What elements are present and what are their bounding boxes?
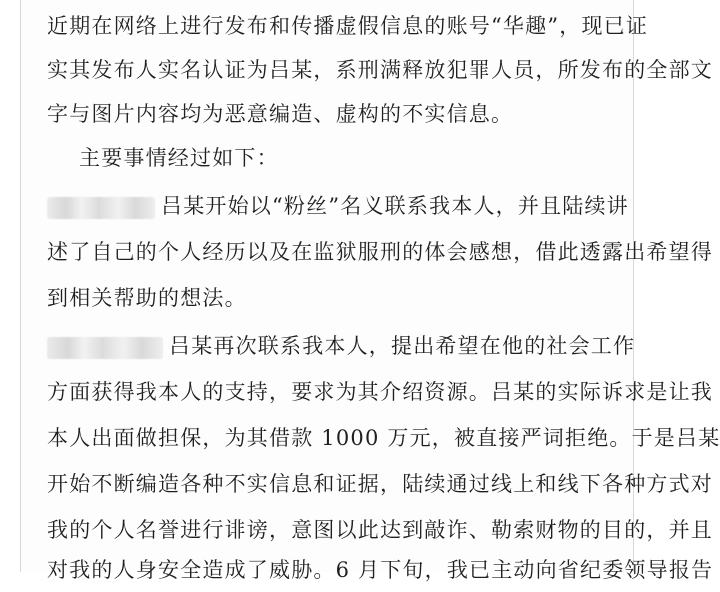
- paragraph-line: 到相关帮助的想法。: [47, 286, 247, 310]
- paragraph-line: 近期在网络上进行发布和传播虚假信息的账号“华趣”，现已证: [47, 14, 649, 38]
- paragraph-line: 方面获得我本人的支持，要求为其介绍资源。吕某的实际诉求是让我: [47, 380, 713, 404]
- paragraph-line: 对我的人身安全造成了威胁。6 月下旬，我已主动向省纪委领导报告: [47, 558, 714, 582]
- paragraph-line: [47, 324, 636, 368]
- paragraph-line: 开始不断编造各种不实信息和证据，陆续通过线上和线下各种方式对: [47, 472, 713, 496]
- paragraph-text: 吕某再次联系我本人，提出希望在他的社会工作: [169, 334, 636, 358]
- paragraph-line: 字与图片内容均为恶意编造、虚构的不实信息。: [47, 102, 514, 126]
- paragraph-line: 述了自己的个人经历以及在监狱服刑的体会感想，借此透露出希望得: [47, 240, 713, 264]
- document-page: [20, 0, 720, 582]
- redacted-date: [47, 197, 155, 219]
- redacted-date: [47, 337, 163, 359]
- section-heading: 主要事情经过如下：: [79, 146, 279, 170]
- paragraph-text: 吕某开始以“粉丝”名义联系我本人，并且陆续讲: [161, 194, 629, 218]
- paragraph-line: 实其发布人实名认证为吕某，系刑满释放犯罪人员，所发布的全部文: [47, 58, 713, 82]
- paragraph-line: [47, 184, 631, 228]
- paragraph-line: 本人出面做担保，为其借款 1000 万元，被直接严词拒绝。于是吕某: [47, 426, 720, 450]
- paragraph-line: 我的个人名誉进行诽谤，意图以此达到敲诈、勒索财物的目的，并且: [47, 518, 713, 542]
